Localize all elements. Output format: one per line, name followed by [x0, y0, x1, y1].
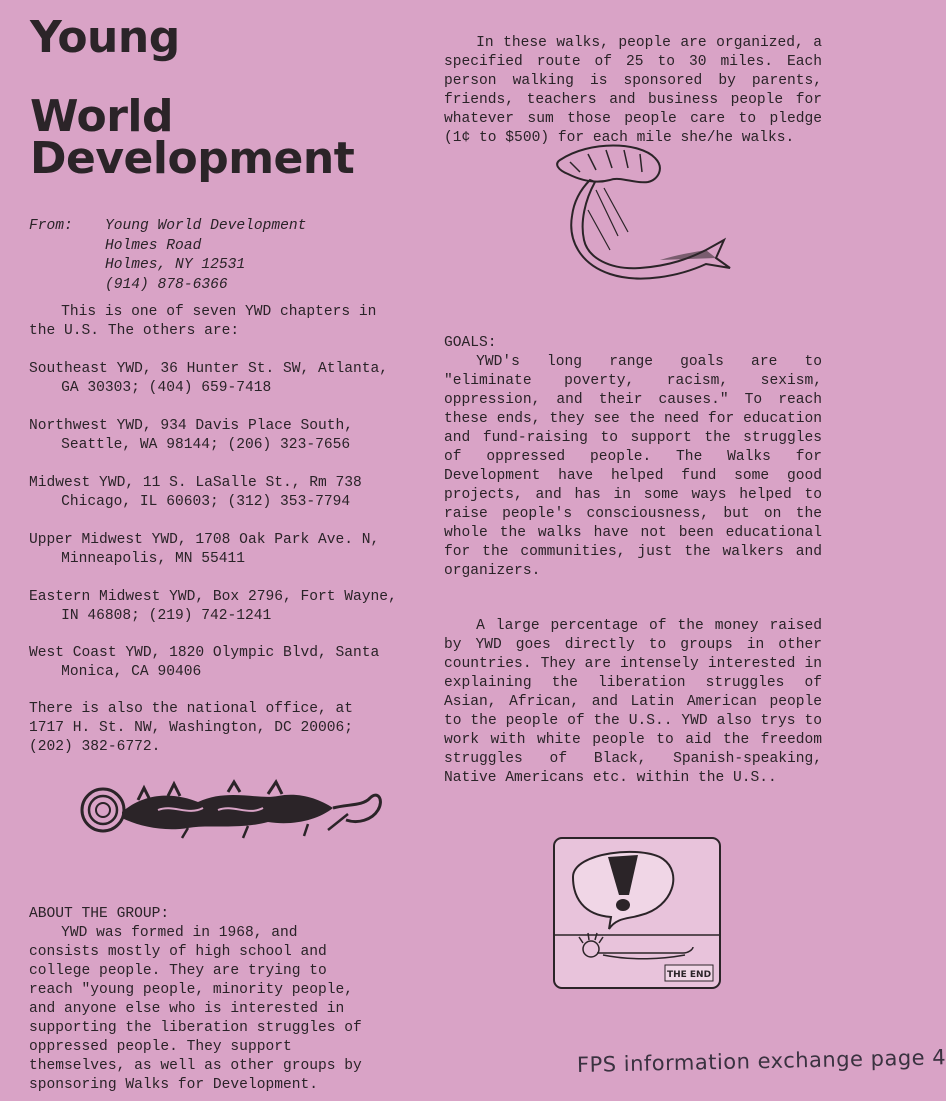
chapter-southeast: Southeast YWD, 36 Hunter St. SW, Atlanta, GA 30303; (404) 659-7418 [29, 361, 389, 396]
chapter-eastern-midwest: Eastern Midwest YWD, Box 2796, Fort Wayne, IN 46808; (219) 742-1241 [29, 589, 397, 624]
from-line-2: Holmes Road [105, 237, 202, 254]
intro-paragraph: This is one of seven YWD chapters in the U.S. The others are: [29, 304, 377, 339]
mermaid-illustration [540, 140, 730, 290]
from-line-4: (914) 878-6366 [105, 276, 228, 293]
money-paragraph: A large percentage of the money raised by YWD goes directly to groups in other countries. They are intensely interested in explaining the liberation struggles of Asian, African, and Latin American people to the people of the U.S.. YWD also trys to work with white people to aid the freedom struggles of Black, Spanish-speaking, Native Americans etc. within the U.S.. [444, 618, 822, 786]
handwritten-footer: FPS information exchange page 4 [576, 1045, 946, 1077]
dragon-illustration [78, 780, 388, 840]
chapter-midwest: Midwest YWD, 11 S. LaSalle St., Rm 738 Chicago, IL 60603; (312) 353-7794 [29, 475, 362, 510]
about-heading: ABOUT THE GROUP: [29, 906, 170, 922]
goals-paragraph: YWD's long range goals are to "eliminate poverty, racism, sexism, oppression, and their causes." To reach these ends, they see the need for education and fund-raising to support the struggles of oppressed people. The Walks for Development have helped fund some good projects, and has in some ways helped to raise people's consciousness, but on the whole the walks have not been educational for the communities, just the walkers and organizers. [444, 354, 822, 579]
about-section [29, 905, 369, 1095]
about-paragraph: YWD was formed in 1968, and consists mostly of high school and college people. They are trying to reach "young people, minority people, and anyone else who is interested in supporting the liberation struggles of oppressed people. They support themselves, as well as other groups by sponsoring Walks for Development. [29, 925, 362, 1093]
chapter-northwest: Northwest YWD, 934 Davis Place South, Seattle, WA 98144; (206) 323-7656 [29, 418, 354, 453]
goals-heading: GOALS: [444, 335, 497, 351]
cartoon-sign-text: THE END [666, 970, 712, 980]
title-world: World [30, 91, 173, 142]
from-label: From: [29, 218, 73, 234]
exclamation-cartoon [553, 837, 721, 989]
walks-paragraph: In these walks, people are organized, a specified route of 25 to 30 miles. Each person walking is sponsored by parents, friends, teachers and business people for whatever sum those people care to pledge (1¢ to $500) for each mile she/he walks. [444, 35, 822, 146]
chapter-west-coast: West Coast YWD, 1820 Olympic Blvd, Santa Monica, CA 90406 [29, 645, 380, 680]
national-office-paragraph: There is also the national office, at 1717 H. St. NW, Washington, DC 20006; (202) 382-6772. [29, 701, 354, 755]
from-line-3: Holmes, NY 12531 [105, 257, 246, 273]
chapter-upper-midwest: Upper Midwest YWD, 1708 Oak Park Ave. N, Minneapolis, MN 55411 [29, 532, 380, 567]
from-address-block [29, 217, 369, 295]
title-development: Development [30, 133, 355, 184]
goals-section [444, 334, 822, 581]
title-young: Young [30, 12, 180, 63]
from-line-1: Young World Development [105, 218, 307, 234]
